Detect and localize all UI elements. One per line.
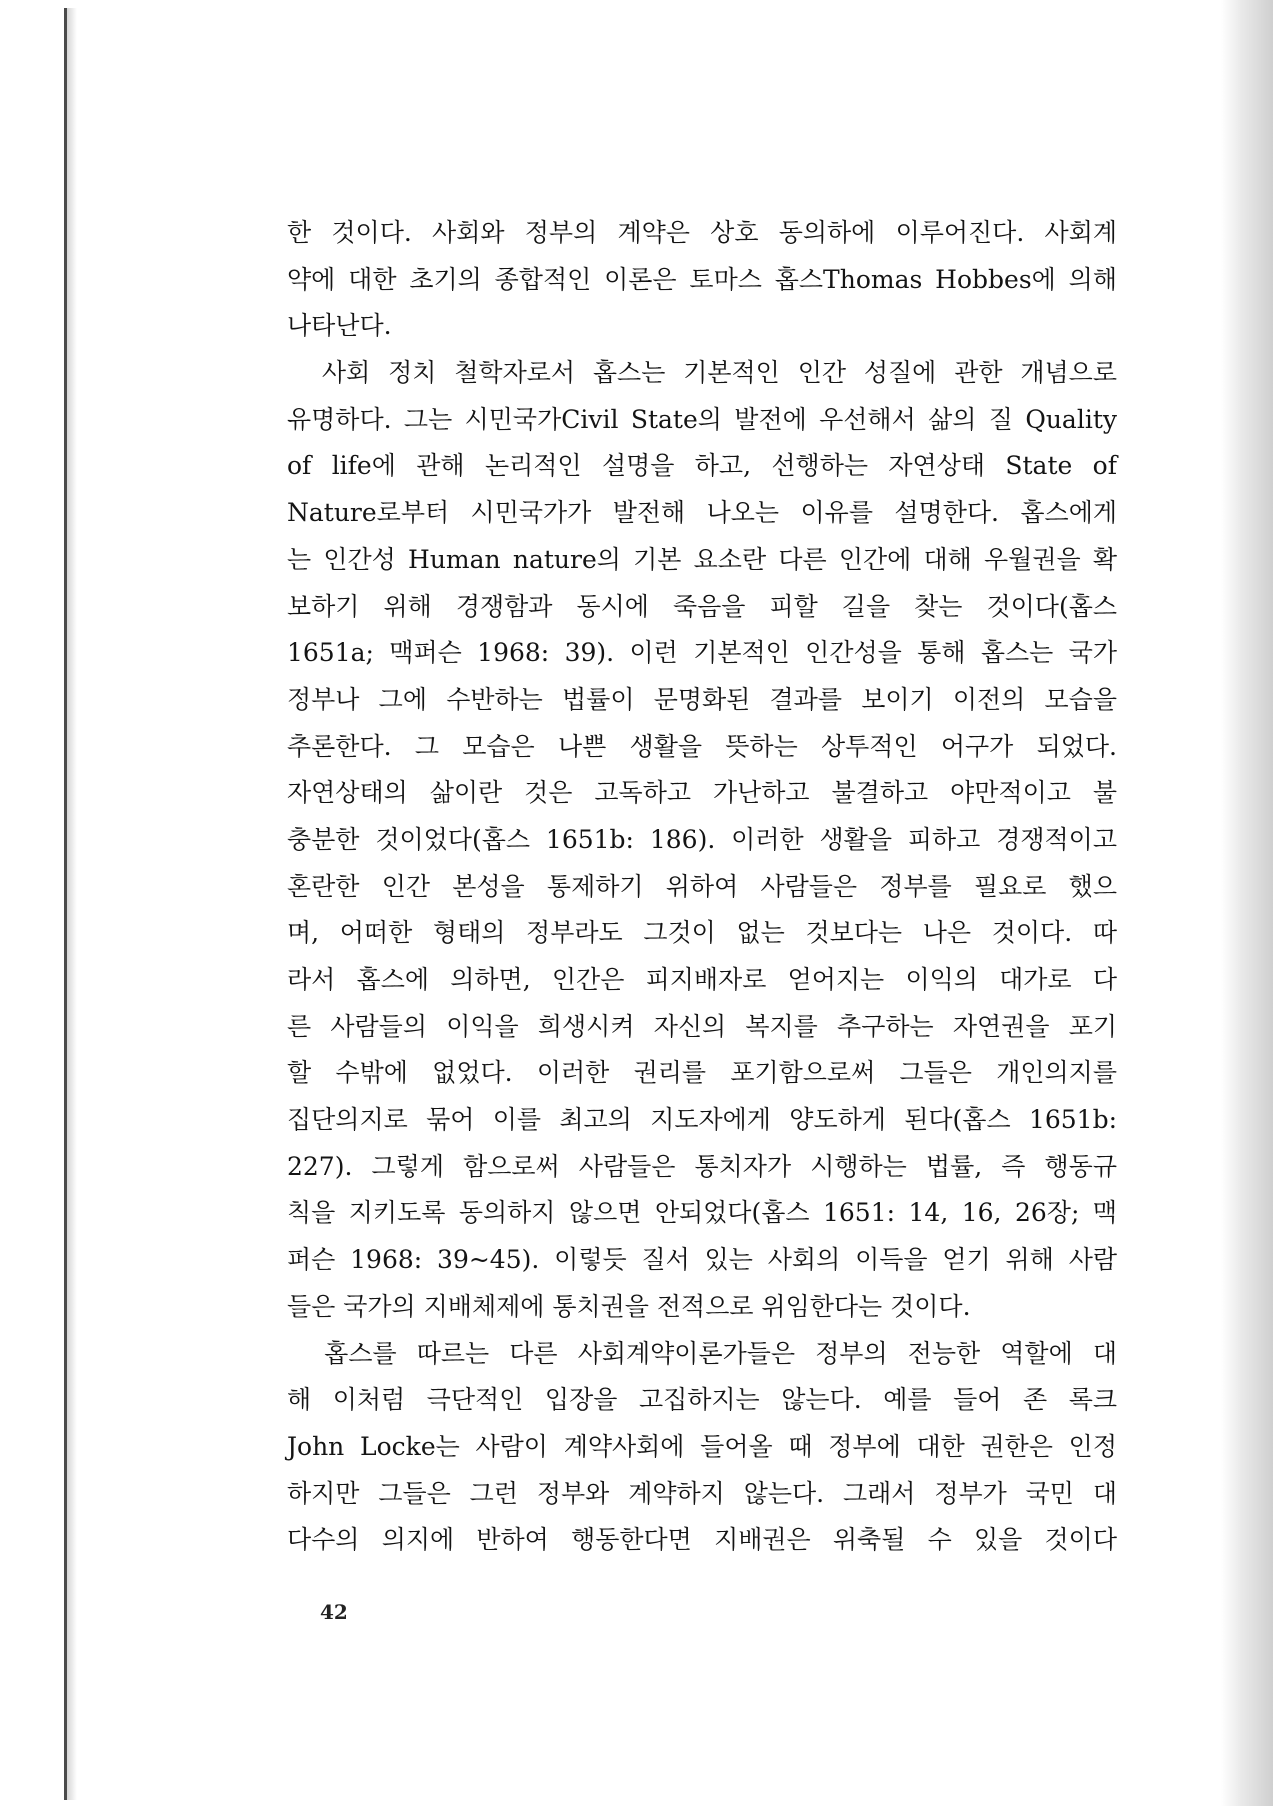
text-line: 는 인간성 Human nature의 기본 요소란 다른 인간에 대해 우월권을 확: [287, 544, 1117, 574]
text-line: 추론한다. 그 모습은 나쁜 생활을 뜻하는 상투적인 어구가 되었다.: [287, 731, 1117, 761]
text-line: 홉스를 따르는 다른 사회계약이론가들은 정부의 전능한 역할에 대: [287, 1338, 1117, 1368]
text-line: 퍼슨 1968: 39~45). 이렇듯 질서 있는 사회의 이득을 얻기 위해 사람: [287, 1245, 1117, 1275]
text-line: 라서 홉스에 의하면, 인간은 피지배자로 얻어지는 이익의 대가로 다: [287, 965, 1117, 994]
text-line: Nature로부터 시민국가가 발전해 나오는 이유를 설명한다. 홉스에게: [287, 498, 1117, 528]
text-line: 다수의 의지에 반하여 행동한다면 지배권은 위축될 수 있을 것이다: [287, 1525, 1117, 1555]
text-line: 른 사람들의 이익을 희생시켜 자신의 복지를 추구하는 자연권을 포기: [287, 1011, 1117, 1041]
body-text: [287, 210, 1117, 1564]
text-line: 보하기 위해 경쟁함과 동시에 죽음을 피할 길을 찾는 것이다(홉스: [287, 591, 1117, 621]
text-line: 칙을 지키도록 동의하지 않으면 안되었다(홉스 1651: 14, 16, 26장; 맥: [287, 1198, 1117, 1228]
page-right-shadow: [1221, 0, 1273, 1806]
text-line: 유명하다. 그는 시민국가Civil State의 발전에 우선해서 삶의 질 Quality: [287, 404, 1117, 434]
page-left-shadow: [67, 8, 77, 1800]
text-line: John Locke는 사람이 계약사회에 들어올 때 정부에 대한 권한은 인정: [287, 1431, 1117, 1461]
text-line: 들은 국가의 지배체제에 통치권을 전적으로 위임한다는 것이다.: [287, 1291, 971, 1321]
text-line: 사회 정치 철학자로서 홉스는 기본적인 인간 성질에 관한 개념으로: [287, 358, 1117, 388]
text-line: 1651a; 맥퍼슨 1968: 39). 이런 기본적인 인간성을 통해 홉스는 국가: [287, 638, 1117, 668]
text-line: 충분한 것이었다(홉스 1651b: 186). 이러한 생활을 피하고 경쟁적이고: [287, 824, 1117, 854]
page-number: 42: [320, 1600, 348, 1624]
text-line: 한 것이다. 사회와 정부의 계약은 상호 동의하에 이루어진다. 사회계: [287, 218, 1117, 247]
text-line: 나타난다.: [287, 311, 392, 341]
text-line: 227). 그렇게 함으로써 사람들은 통치자가 시행하는 법률, 즉 행동규: [287, 1151, 1117, 1181]
text-line: 해 이처럼 극단적인 입장을 고집하지는 않는다. 예를 들어 존 록크: [287, 1385, 1117, 1415]
text-line: 자연상태의 삶이란 것은 고독하고 가난하고 불결하고 야만적이고 불: [287, 778, 1117, 808]
text-line: 하지만 그들은 그런 정부와 계약하지 않는다. 그래서 정부가 국민 대: [287, 1478, 1117, 1508]
text-line: 정부나 그에 수반하는 법률이 문명화된 결과를 보이기 이전의 모습을: [287, 684, 1117, 714]
text-line: 약에 대한 초기의 종합적인 이론은 토마스 홉스Thomas Hobbes에 의해: [287, 264, 1117, 294]
text-line: 집단의지로 묶어 이를 최고의 지도자에게 양도하게 된다(홉스 1651b:: [287, 1105, 1117, 1135]
text-line: 혼란한 인간 본성을 통제하기 위하여 사람들은 정부를 필요로 했으: [287, 871, 1117, 901]
text-line: 할 수밖에 없었다. 이러한 권리를 포기함으로써 그들은 개인의지를: [287, 1058, 1117, 1088]
text-line: 며, 어떠한 형태의 정부라도 그것이 없는 것보다는 나은 것이다. 따: [287, 918, 1117, 948]
text-line: of life에 관해 논리적인 설명을 하고, 선행하는 자연상태 State of: [287, 451, 1117, 481]
